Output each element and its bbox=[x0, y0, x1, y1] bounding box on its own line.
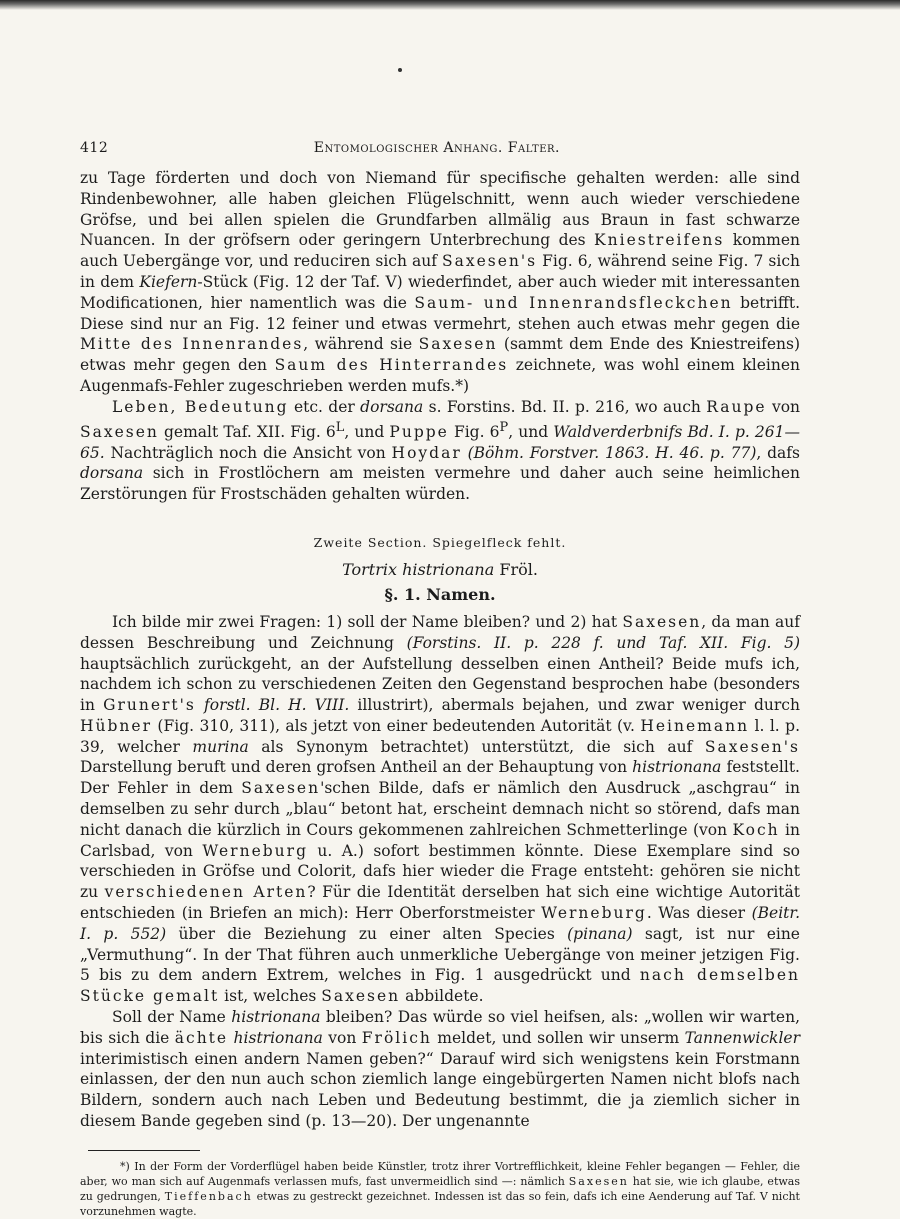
paragraph-1: zu Tage förderten und doch von Niemand für specifische gehalten werden: alle sind Rindenbewohner, alle haben gleichen Flügelschnitt, wenn auch wieder verschiedene Gröfse, und bei allen spielen die Grundfarben allmälig aus Braun in fast schwarze Nuancen. In der gröfsern oder geringern Unterbrechung des Kniestreifens kommen auch Uebergänge vor, und reduciren sich auf Saxesen's Fig. 6, während seine Fig. 7 sich in dem Kiefern-Stück (Fig. 12 der Taf. V) wiederfindet, aber auch wieder mit interessanten Modificationen, hier namentlich was die Saum- und Innenrandsfleckchen betrifft. Diese sind nur an Fig. 12 feiner und etwas vermehrt, stehen auch etwas mehr gegen die Mitte des Innenrandes, während sie Saxesen (sammt dem Ende des Kniestreifens) etwas mehr gegen den Saum des Hinterrandes zeichnete, was wohl einem kleinen Augenmafs-Fehler zugeschrieben werden mufs.*) bbox=[80, 169, 801, 395]
scan-top-edge bbox=[0, 0, 900, 10]
paragraph-4: Soll der Name histrionana bleiben? Das würde so viel heifsen, als: „wollen wir warten, bis sich die ächte histrionana von Frölich meldet, und sollen wir unserm Tannenwickler interimistisch einen andern Namen geben?“ Darauf wird sich wenigstens kein Forstmann einlassen, der den nun auch schon ziemlich lange eingebürgerten Namen nicht blofs nach Bildern, sondern auch nach Leben und Bedeutung bestimmt, die ja ziemlich sicher in diesem Bande gegeben sind (p. 13—20). Der ungenannte bbox=[80, 1008, 800, 1131]
page-number: 412 bbox=[80, 140, 109, 156]
species-heading: Tortrix histrionana Fröl. bbox=[342, 559, 538, 579]
running-header bbox=[80, 140, 800, 156]
running-head: Entomologischer Anhang. Falter. bbox=[313, 140, 560, 156]
page-body bbox=[80, 140, 800, 1219]
section-heading: §. 1. Namen. bbox=[384, 584, 496, 604]
paragraph-3: Ich bilde mir zwei Fragen: 1) soll der Name bleiben? und 2) hat Saxesen, da man auf dessen Beschreibung und Zeichnung (Forstins. II. p. 228 f. und Taf. XII. Fig. 5) hauptsächlich zurückgeht, an der Aufstellung desselben einen Antheil? Beide mufs ich, nachdem ich schon zu verschiedenen Zeiten den Gegenstand besprochen habe (besonders in Grunert's forstl. Bl. H. VIII. illustrirt), abermals bejahen, und zwar weniger durch Hübner (Fig. 310, 311), als jetzt von einer bedeutenden Autorität (v. Heinemann l. l. p. 39, welcher murina als Synonym betrachtet) unterstützt, die sich auf Saxesen's Darstellung beruft und deren grofsen Antheil an der Behauptung von histrionana feststellt. Der Fehler in dem Saxesen'schen Bilde, dafs er nämlich den Ausdruck „aschgrau“ in demselben zu sehr durch „blau“ betont hat, erscheint demnach nicht so störend, dafs man nicht danach die kürzlich in Cours gekommenen zahlreichen Schmetterlinge (von Koch in Carlsbad, von Werneburg u. A.) sofort bestimmen könnte. Diese Exemplare sind so verschieden in Gröfse und Colorit, dafs hier wieder die Frage entsteht: gehören sie nicht zu verschiedenen Arten? Für die Identität derselben hat sich eine wichtige Autorität entschieden (in Briefen an mich): Herr Oberforstmeister Werneburg. Was dieser (Beitr. I. p. 552) über die Beziehung zu einer alten Species (pinana) sagt, ist nur eine „Vermuthung“. In der That führen auch unmerkliche Uebergänge von meiner jetzigen Fig. 5 bis zu dem andern Extrem, welches in Fig. 1 ausgedrückt und nach demselben Stücke gemalt ist, welches Saxesen abbildete. bbox=[80, 612, 801, 1006]
footnote-rule bbox=[88, 1150, 200, 1151]
footnote: *) In der Form der Vorderflügel haben beide Künstler, trotz ihrer Vortrefflichkeit, kleine Fehler begangen — Fehler, die aber, wo man sich auf Augenmafs verlassen mufs, fast unvermeidlich sind —: nämlich Saxesen hat sie, wie ich glaube, etwas zu gedrungen, Tieffenbach etwas zu gestreckt gezeichnet. Indessen ist das so fein, dafs ich eine Aenderung auf Taf. V nicht vorzunehmen wagte. bbox=[80, 1159, 800, 1218]
paragraph-2: Leben, Bedeutung etc. der dorsana s. Forstins. Bd. II. p. 216, wo auch Raupe von Saxesen gemalt Taf. XII. Fig. $6^L$, und Puppe Fig. $6^P$, und Waldverderbnifs Bd. I. p. 261—65. Nachträglich noch die Ansicht von Hoydar (Böhm. Forstver. 1863. H. 46. p. 77), dafs dorsana sich in Frostlöchern am meisten vermehre und daher auch seine heimlichen Zerstörungen für Frostschäden gehalten würden. bbox=[80, 397, 801, 504]
section-label: Zweite Section. Spiegelfleck fehlt. bbox=[313, 534, 567, 550]
ink-speck bbox=[398, 68, 402, 72]
